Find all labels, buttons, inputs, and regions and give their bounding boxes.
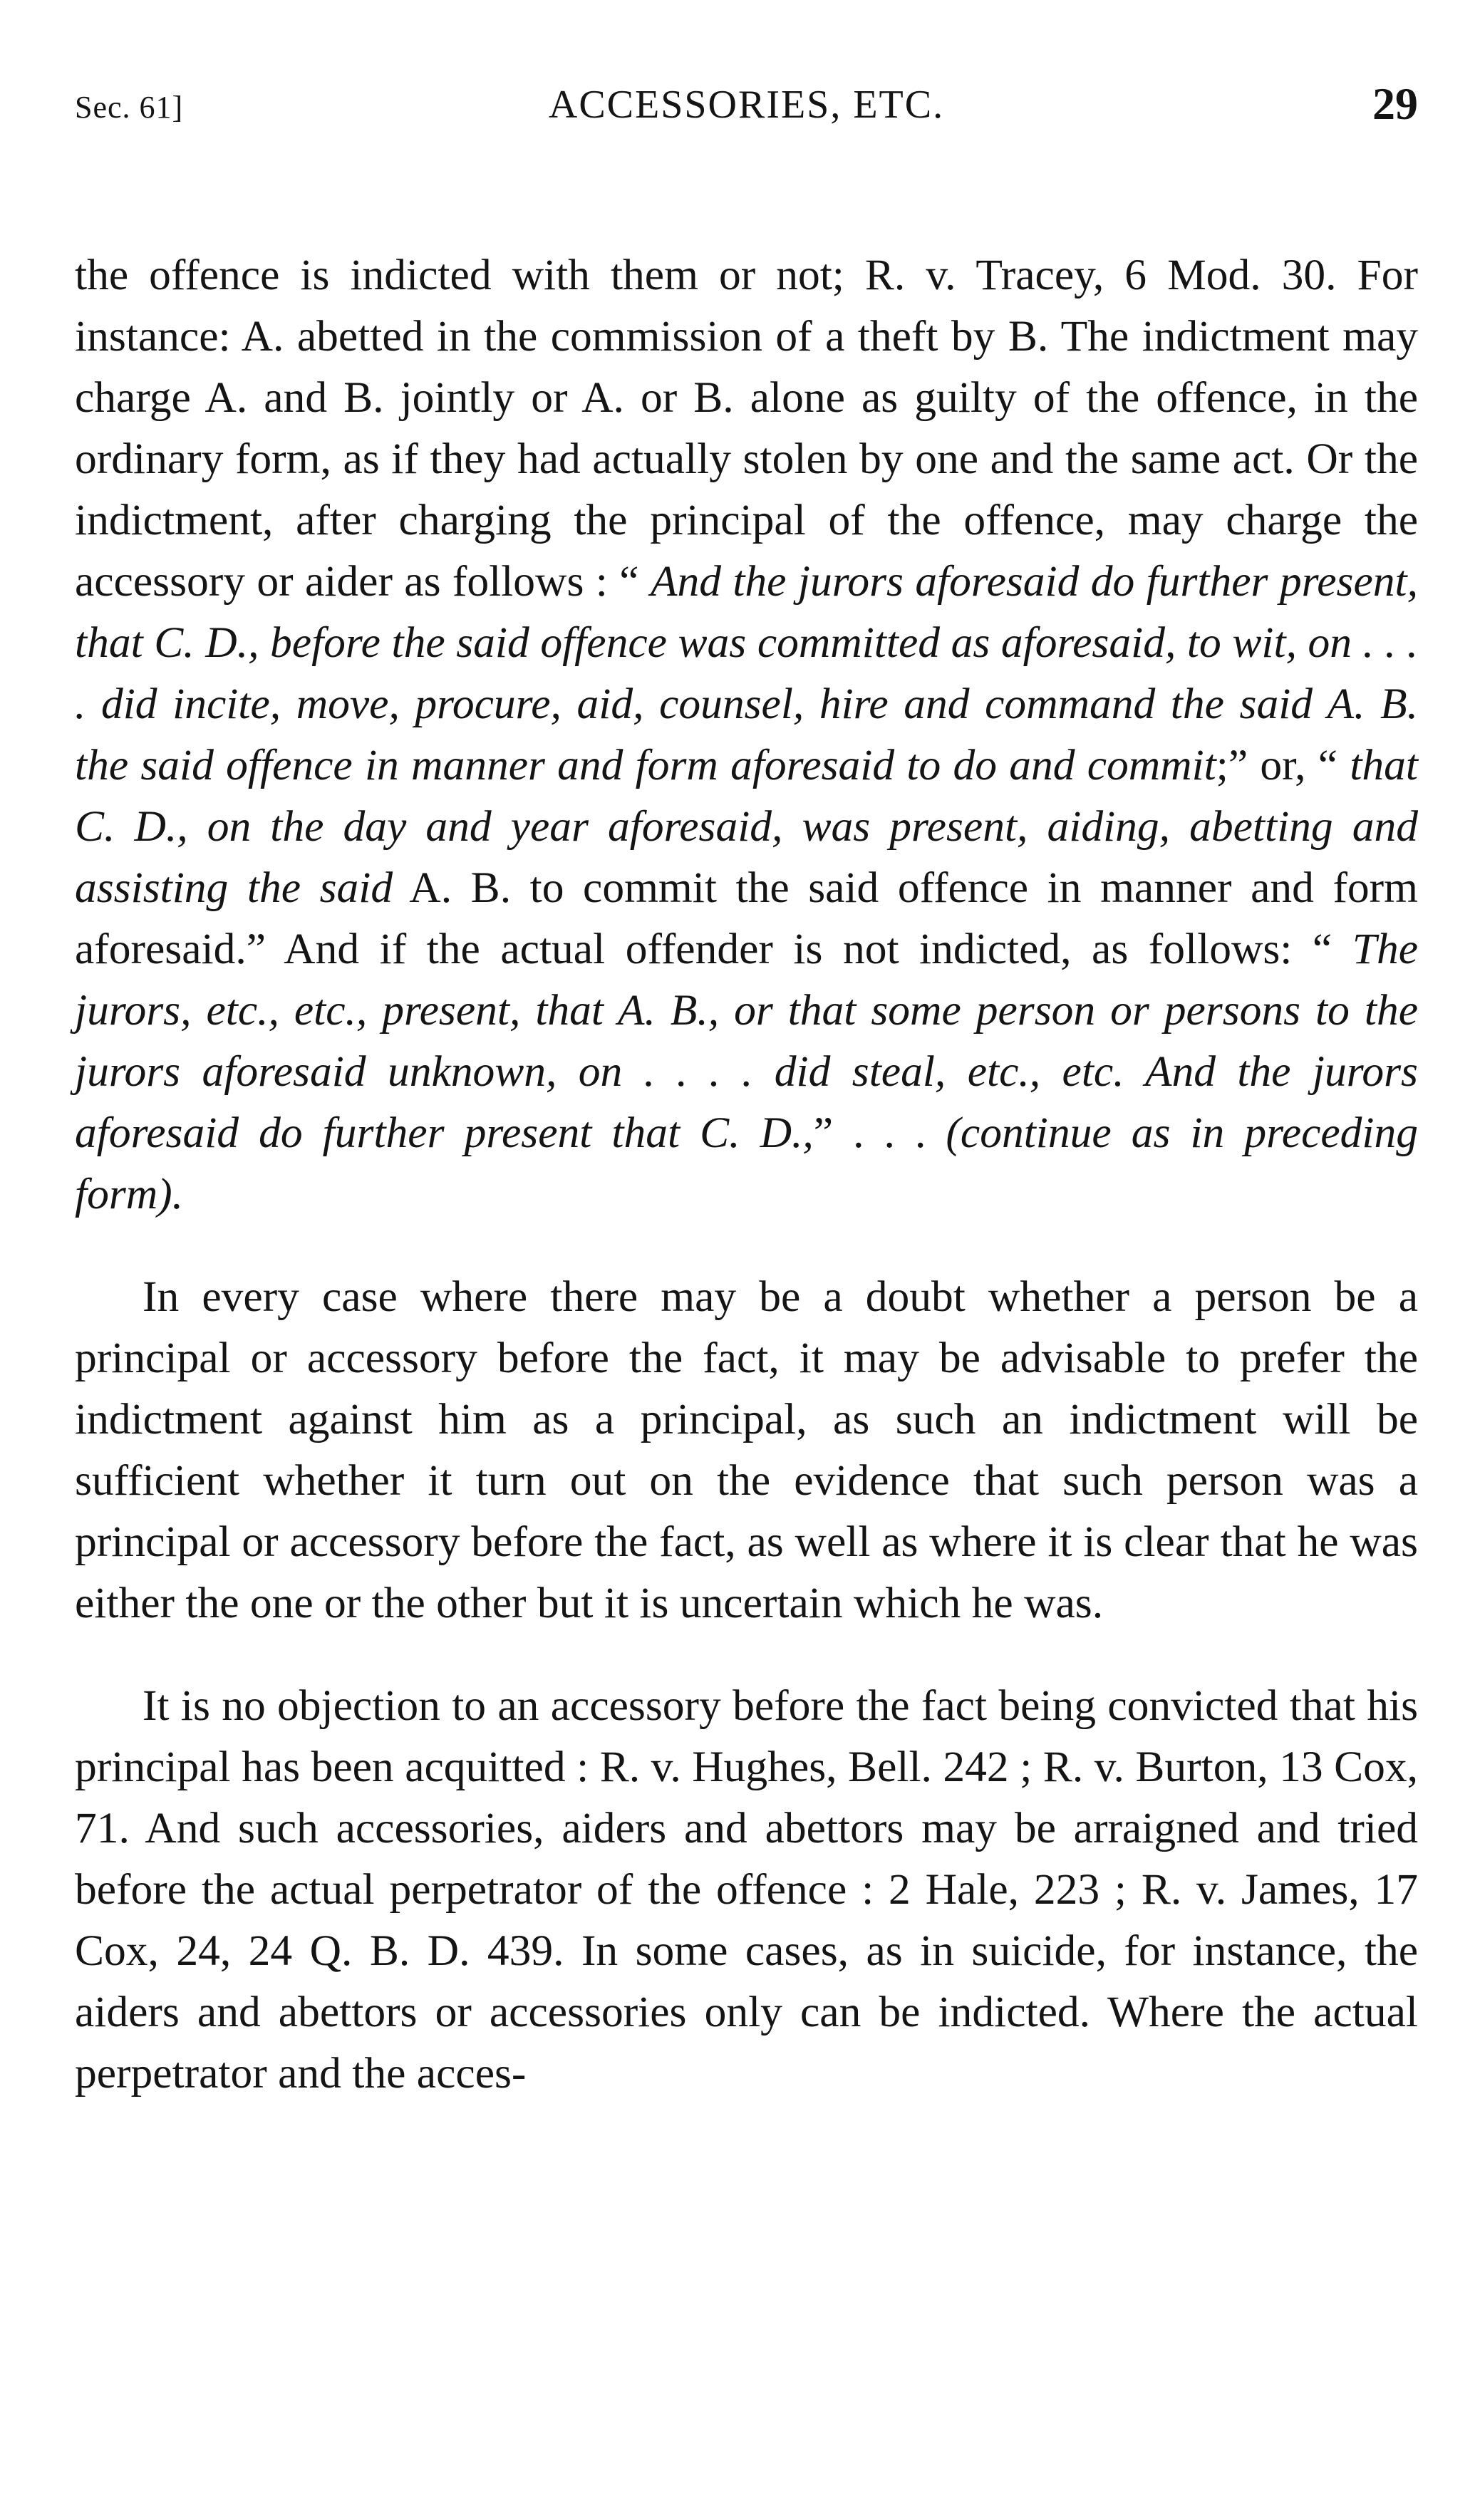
paragraph-3 — [75, 1675, 1418, 2104]
text-run: the offence is indicted with them or not; R. v. Tracey, 6 Mod. 30. For instance: A. abetted in the commission of a theft by B. The indictment may charge A. and B. jointly or A. or B. alone as guilty of the offence, in the ordinary form, as if they had actually stolen by one and the same act. Or the indictment, after charging the principal of the offence, may charge the accessory or aider as follows : “ — [75, 251, 1418, 606]
running-title: ACCESSORIES, ETC. — [548, 83, 945, 127]
document-page — [75, 68, 1418, 2104]
paragraph-1 — [75, 244, 1418, 1225]
text-run: It is no objection to an accessory before the fact being convicted that his principal has been acquitted : R. v. Hughes, Bell. 242 ; R. v. Burton, 13 Cox, 71. And such accessories, aiders and abettors may be arraigned and tried before the actual perpetrator of the offence : 2 Hale, 223 ; R. v. James, 17 Cox, 24, 24 Q. B. D. 439. In some cases, as in suicide, for instance, the aiders and abettors or accessories only can be indicted. Where the actual perpetrator and the acces- — [75, 1681, 1418, 2098]
page-number: 29 — [1372, 78, 1418, 129]
text-run: ” . . . — [813, 1109, 946, 1157]
paragraph-2 — [75, 1266, 1418, 1634]
page-header — [75, 68, 1418, 153]
section-reference: Sec. 61] — [75, 90, 184, 125]
text-run: ;” or, “ — [1216, 741, 1350, 789]
text-run: In every case where there may be a doubt whether a person be a principal or accessory before the fact, it may be advisable to prefer the indictment against him as a principal, as such an indictment will be sufficient whether it turn out on the evidence that such person was a principal or accessory before the fact, as well as where it is clear that he was either the one or the other but it is uncertain which he was. — [75, 1272, 1418, 1627]
text-run: A. B. to commit the said offence in manner and form aforesaid.” And if the actual offender is not indicted, as follows: “ — [75, 864, 1418, 973]
italic-text-run: And the jurors aforesaid do further present, that C. D., before the said offence was committed as aforesaid, to wit, on . . . . did incite, move, procure, aid, counsel, hire and command the said A. B. the said offence in manner and form aforesaid to do and commit — [75, 557, 1418, 789]
italic-text-run: (continue as in preceding form). — [75, 1109, 1418, 1218]
italic-text-run: that C. D., on the day and year aforesaid, was present, aiding, abetting and assisting the said — [75, 741, 1418, 912]
body-text — [75, 244, 1418, 2104]
italic-text-run: The jurors, etc., etc., present, that A. B., or that some person or persons to the jurors aforesaid unknown, on . . . . did steal, etc., etc. And the jurors aforesaid do further present that C. D., — [75, 925, 1418, 1157]
